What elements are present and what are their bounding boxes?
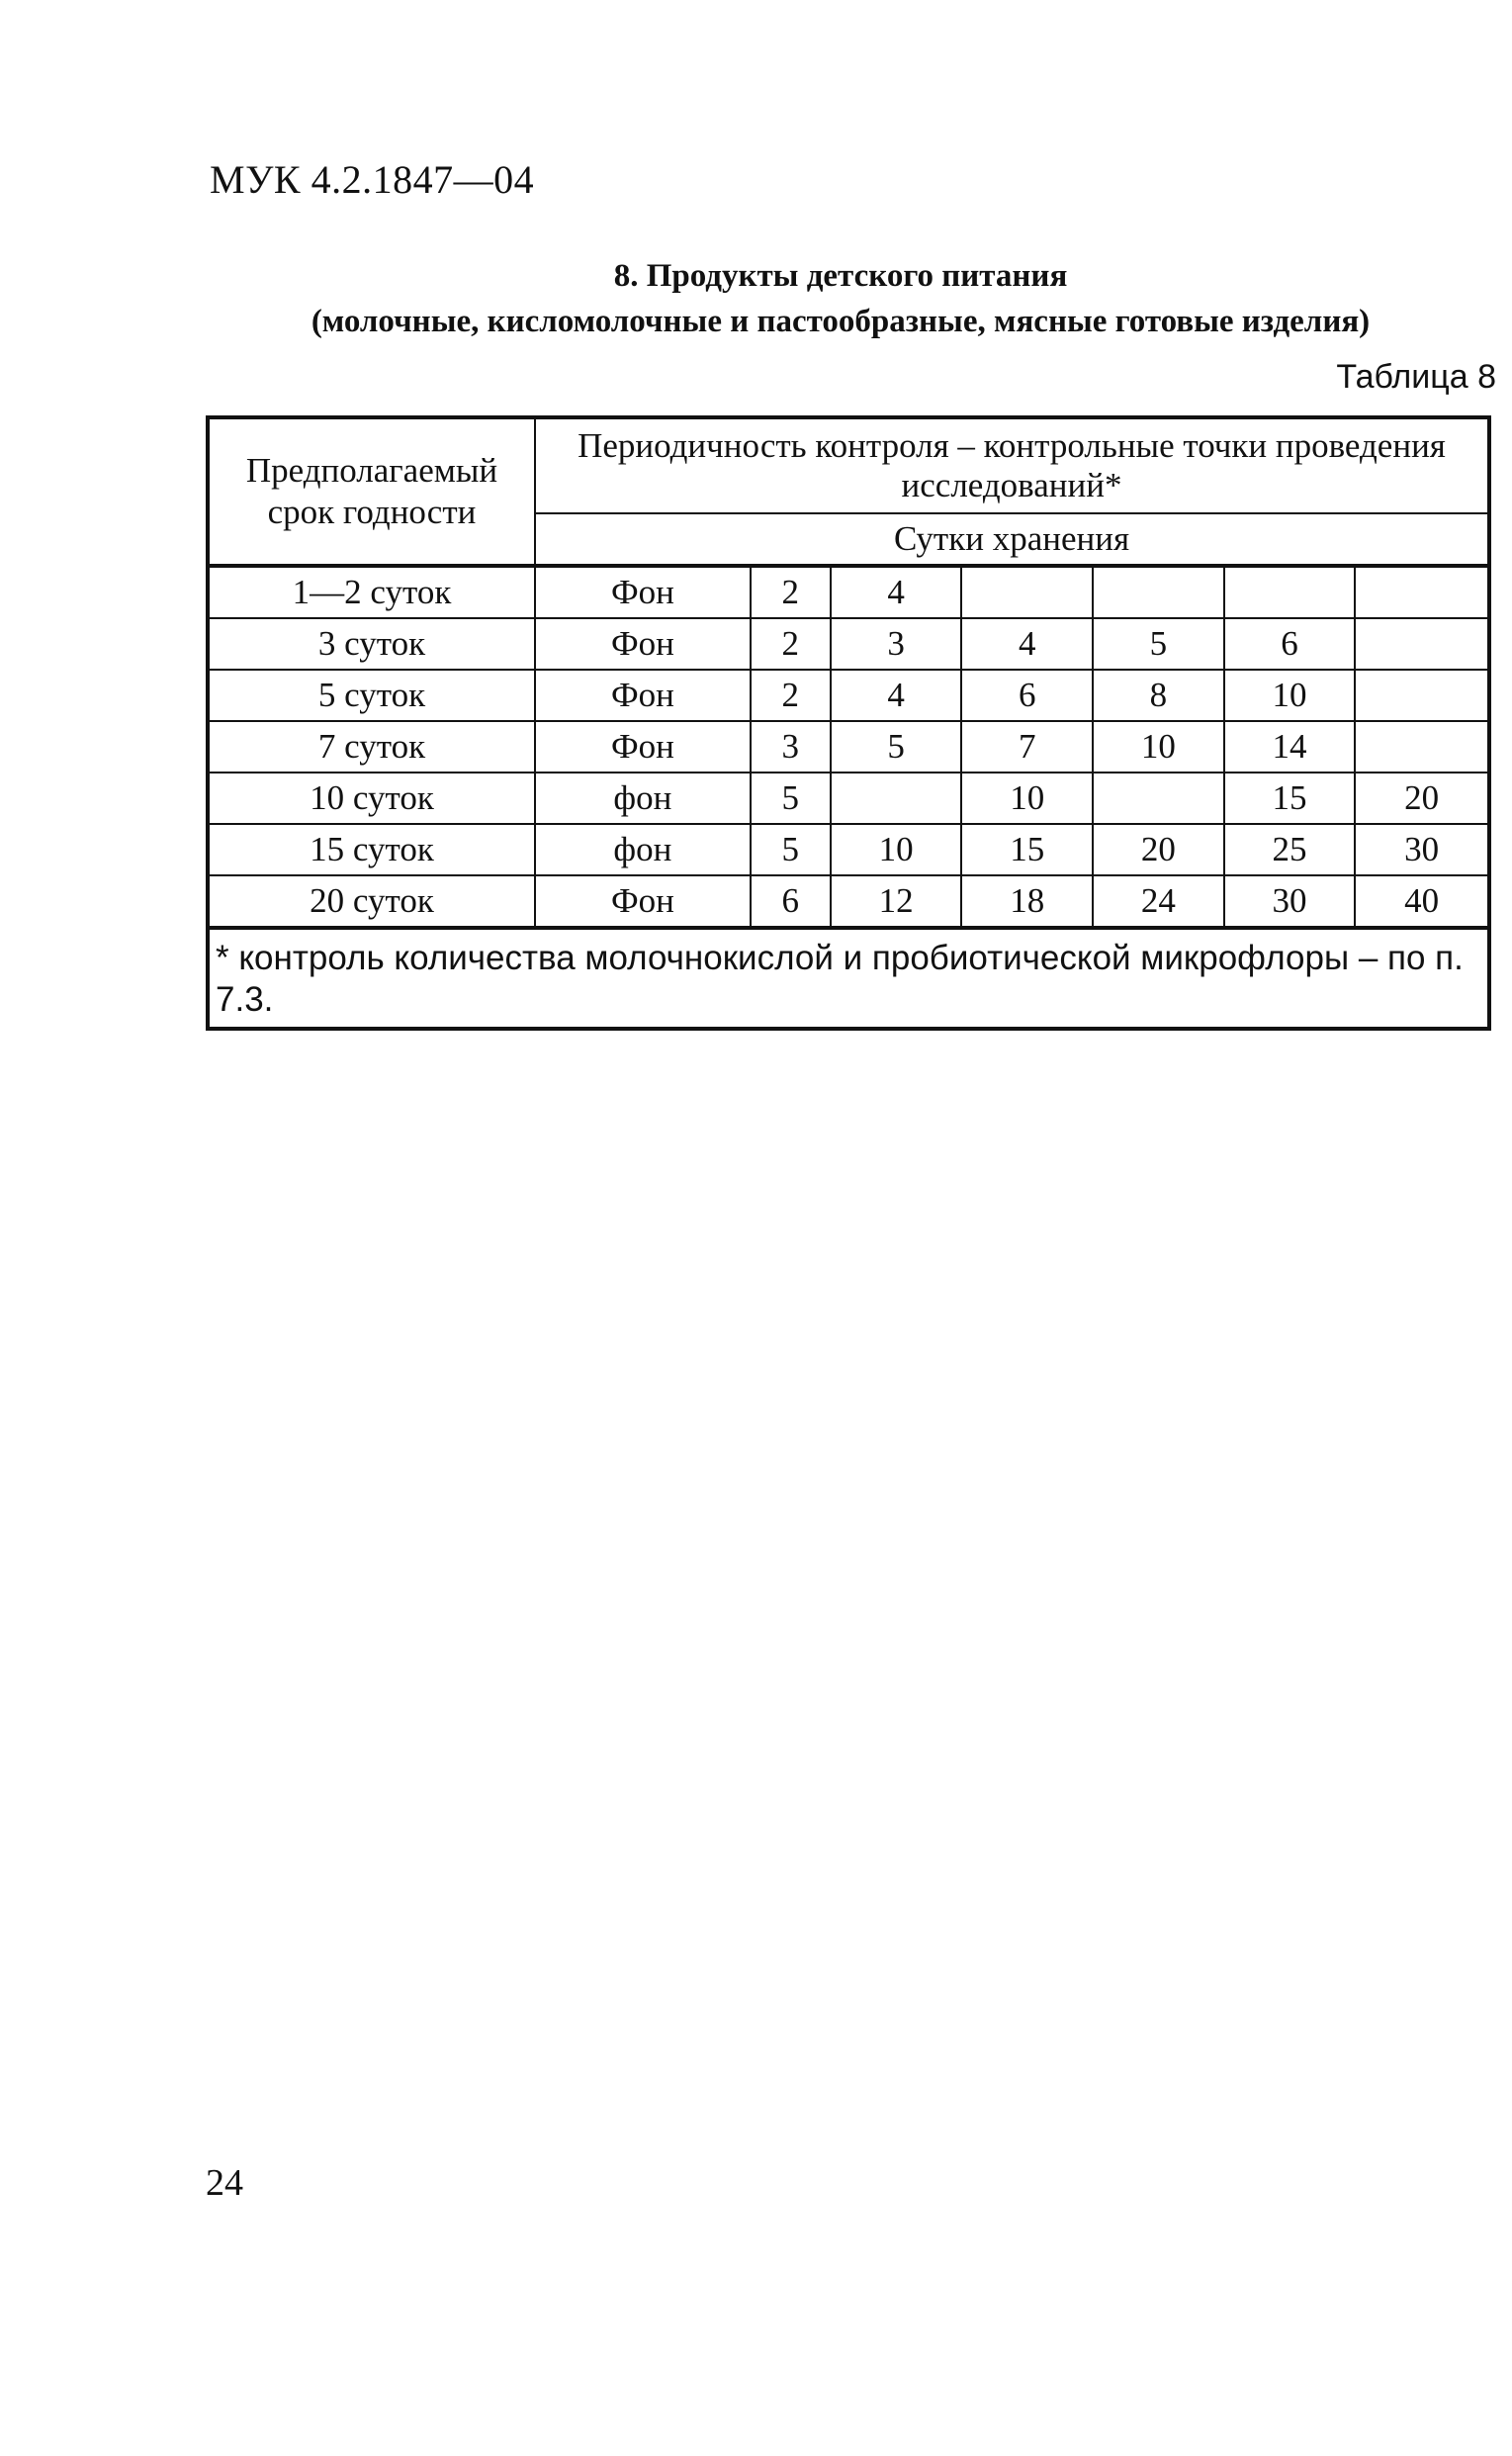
document-code: МУК 4.2.1847—04	[210, 157, 535, 202]
table-footnote: * контроль количества молочнокислой и пробиотической микрофлоры – по п. 7.3.	[208, 928, 1489, 1029]
control-day-cell: 5	[1093, 618, 1224, 670]
control-day-cell: 12	[831, 875, 962, 928]
table-row	[208, 566, 1489, 618]
shelf-life-cell: 3 суток	[208, 618, 535, 670]
control-day-cell: 6	[1224, 618, 1356, 670]
background-cell: Фон	[535, 618, 751, 670]
control-day-cell	[1355, 618, 1489, 670]
control-day-cell: 14	[1224, 721, 1356, 773]
control-day-cell: 15	[961, 824, 1093, 875]
control-day-cell: 25	[1224, 824, 1356, 875]
control-day-cell: 3	[751, 721, 831, 773]
control-day-cell: 2	[751, 566, 831, 618]
control-day-cell	[1224, 566, 1356, 618]
shelf-life-cell: 10 суток	[208, 773, 535, 824]
control-day-cell: 10	[1093, 721, 1224, 773]
control-day-cell: 10	[1224, 670, 1356, 721]
control-day-cell: 4	[831, 670, 962, 721]
control-day-cell: 3	[831, 618, 962, 670]
section-title-line-2: (молочные, кисломолочные и пастообразные, мясные готовые изделия)	[311, 304, 1371, 339]
control-day-cell: 4	[961, 618, 1093, 670]
control-day-cell: 5	[751, 824, 831, 875]
control-day-cell: 30	[1224, 875, 1356, 928]
control-day-cell: 24	[1093, 875, 1224, 928]
table-row	[208, 875, 1489, 928]
column-header-storage-days: Сутки хранения	[535, 513, 1489, 566]
control-day-cell	[831, 773, 962, 824]
control-day-cell: 10	[831, 824, 962, 875]
control-day-cell: 2	[751, 618, 831, 670]
shelf-life-control-table	[206, 415, 1491, 1031]
control-day-cell	[1355, 566, 1489, 618]
control-day-cell: 8	[1093, 670, 1224, 721]
background-cell: Фон	[535, 875, 751, 928]
background-cell: Фон	[535, 721, 751, 773]
control-day-cell	[1093, 773, 1224, 824]
background-cell: фон	[535, 773, 751, 824]
control-day-cell: 6	[751, 875, 831, 928]
control-day-cell	[1355, 721, 1489, 773]
shelf-life-cell: 15 суток	[208, 824, 535, 875]
control-day-cell: 5	[751, 773, 831, 824]
column-header-shelf-life: Предполагаемый срок годности	[208, 417, 535, 566]
table-header-row	[208, 417, 1489, 513]
control-day-cell: 4	[831, 566, 962, 618]
table-row	[208, 824, 1489, 875]
control-day-cell: 18	[961, 875, 1093, 928]
table-row	[208, 618, 1489, 670]
shelf-life-cell: 7 суток	[208, 721, 535, 773]
footnote-row	[208, 928, 1489, 1029]
control-day-cell: 40	[1355, 875, 1489, 928]
control-day-cell	[1355, 670, 1489, 721]
shelf-life-cell: 1—2 суток	[208, 566, 535, 618]
shelf-life-cell: 5 суток	[208, 670, 535, 721]
control-day-cell: 5	[831, 721, 962, 773]
control-day-cell: 10	[961, 773, 1093, 824]
control-day-cell: 15	[1224, 773, 1356, 824]
control-day-cell: 7	[961, 721, 1093, 773]
control-day-cell	[1093, 566, 1224, 618]
background-cell: Фон	[535, 670, 751, 721]
control-day-cell: 30	[1355, 824, 1489, 875]
section-title	[198, 253, 1483, 344]
control-day-cell: 20	[1355, 773, 1489, 824]
control-day-cell: 20	[1093, 824, 1224, 875]
background-cell: Фон	[535, 566, 751, 618]
column-header-control-period: Периодичность контроля – контрольные точки проведения исследований*	[535, 417, 1489, 513]
table-row	[208, 670, 1489, 721]
shelf-life-cell: 20 суток	[208, 875, 535, 928]
table-row	[208, 773, 1489, 824]
control-day-cell	[961, 566, 1093, 618]
section-title-line-1: 8. Продукты детского питания	[613, 258, 1068, 294]
control-day-cell: 2	[751, 670, 831, 721]
control-day-cell: 6	[961, 670, 1093, 721]
page-number: 24	[206, 2162, 243, 2204]
table-row	[208, 721, 1489, 773]
table-label: Таблица 8	[1336, 358, 1496, 396]
background-cell: фон	[535, 824, 751, 875]
